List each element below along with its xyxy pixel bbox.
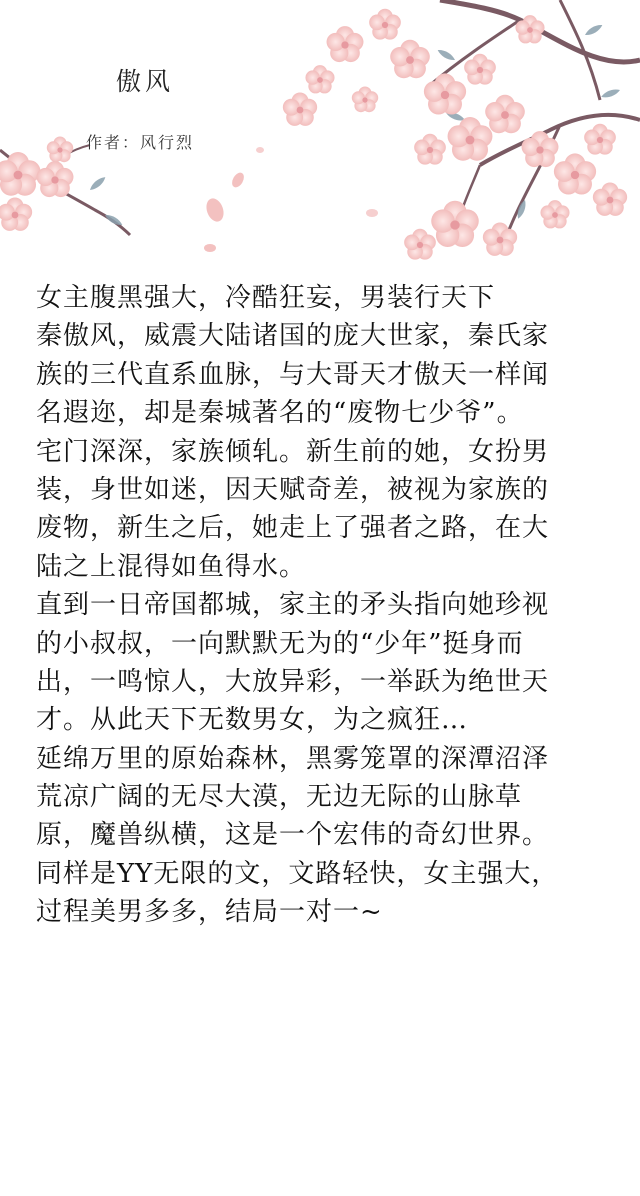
synopsis-line: 的小叔叔，一向默默无为的“少年”挺身而 (36, 628, 524, 659)
synopsis-line: 直到一日帝国都城，家主的矛头指向她珍视 (36, 590, 550, 621)
book-author: 作者：风行烈 (86, 133, 195, 152)
synopsis-line: 出，一鸣惊人，大放异彩，一举跃为绝世天 (36, 666, 550, 697)
synopsis-line: 废物，新生之后，她走上了强者之路，在大 (36, 513, 550, 544)
synopsis-line: 名遐迩，却是秦城著名的“废物七少爷”。 (36, 398, 524, 429)
synopsis-line: 女主腹黑强大，冷酷狂妄，男装行天下 (36, 283, 496, 313)
synopsis-text (36, 279, 608, 932)
synopsis-line: 才。从此天下无数男女，为之疯狂… (36, 705, 469, 736)
cover-header (0, 0, 640, 270)
synopsis-line: 装，身世如迷，因天赋奇差，被视为家族的 (36, 474, 550, 505)
synopsis-line: 陆之上混得如鱼得水。 (36, 551, 307, 582)
synopsis-line: 宅门深深，家族倾轧。新生前的她，女扮男 (36, 436, 550, 467)
synopsis-line: 族的三代直系血脉，与大哥天才傲天一样闻 (36, 359, 550, 390)
synopsis-line: 延绵万里的原始森林，黑雾笼罩的深潭沼泽 (36, 743, 550, 774)
synopsis-line: 同样是YY无限的文，文路轻快，女主强大， (36, 858, 559, 889)
synopsis-line: 荒凉广阔的无尽大漠，无边无际的山脉草 (36, 782, 523, 813)
book-title: 傲风 (116, 67, 175, 96)
synopsis-line: 原，魔兽纵横，这是一个宏伟的奇幻世界。 (36, 820, 550, 851)
synopsis-line: 过程美男多多，结局一对一~ (36, 897, 383, 928)
synopsis-line: 秦傲风，威震大陆诸国的庞大世家，秦氏家 (36, 321, 550, 352)
